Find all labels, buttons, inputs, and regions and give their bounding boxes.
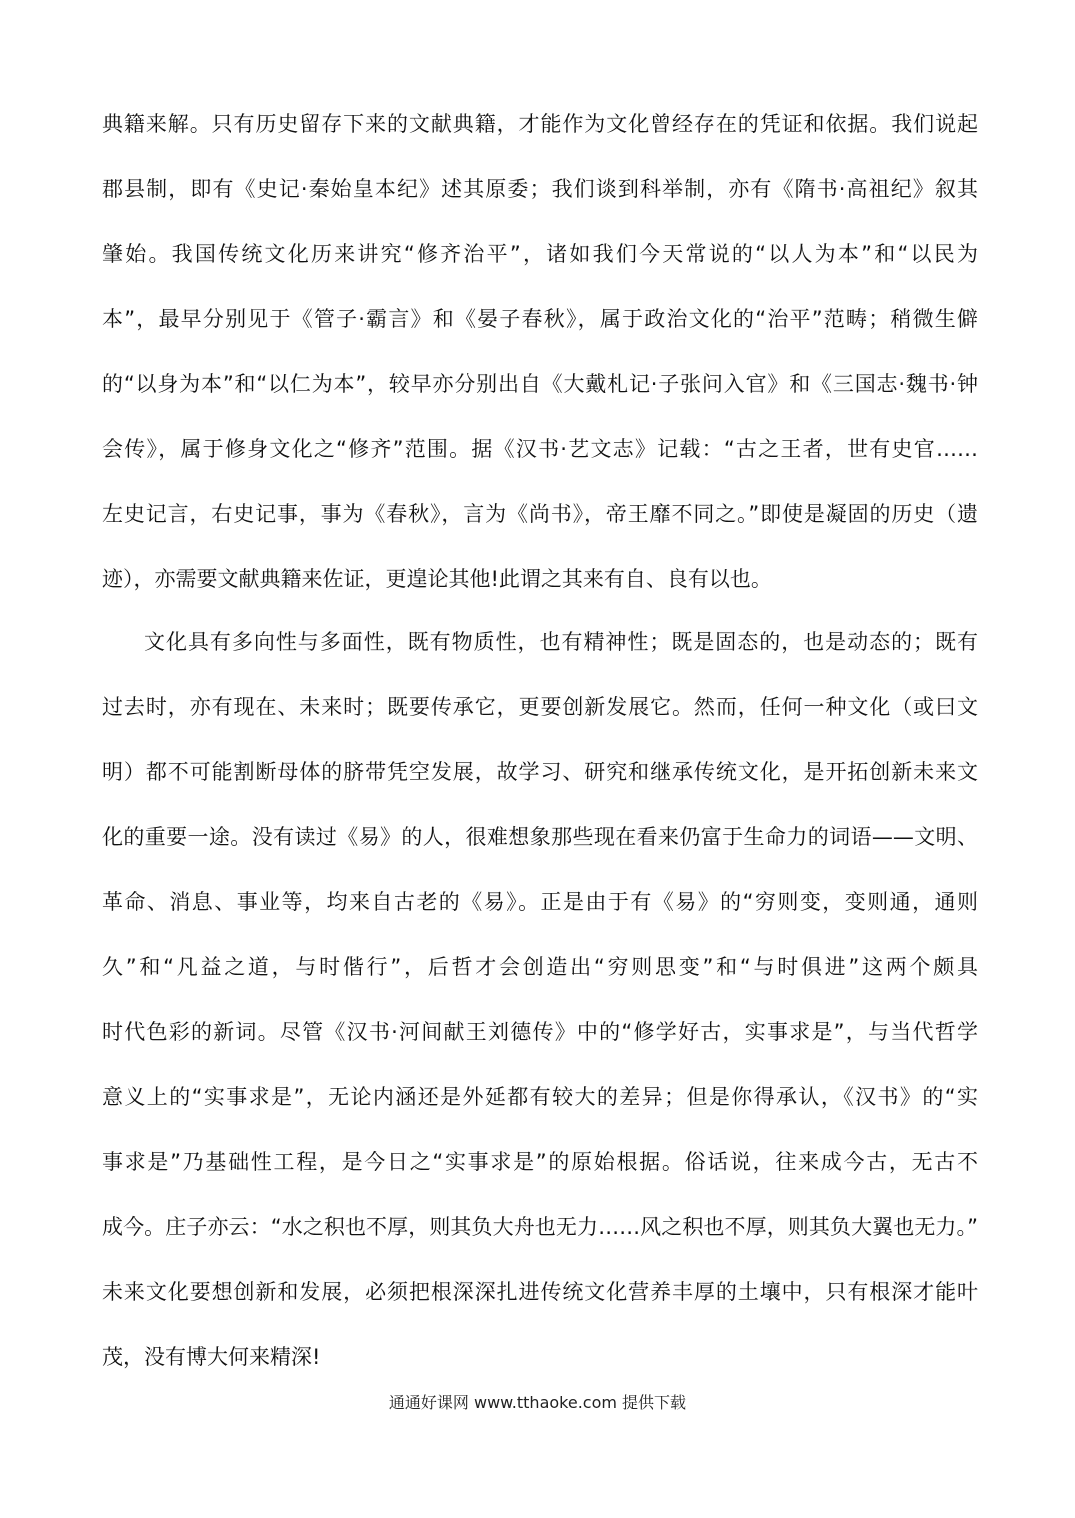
text-line: 的“以身为本”和“以仁为本”，较早亦分别出自《大戴札记·子张问入官》和《三国志·魏书·钟 [102, 372, 978, 396]
text-line: 茂，没有博大何来精深! [102, 1345, 321, 1369]
text-line: 未来文化要想创新和发展，必须把根深深扎进传统文化营养丰厚的土壤中，只有根深才能叶 [102, 1280, 978, 1304]
text-line: 会传》，属于修身文化之“修齐”范围。据《汉书·艺文志》记载：“古之王者，世有史官…… [102, 437, 978, 461]
text-line: 久”和“凡益之道，与时偕行”，后哲才会创造出“穷则思变”和“与时俱进”这两个颇具 [102, 955, 978, 979]
text-line: 左史记言，右史记事，事为《春秋》，言为《尚书》，帝王靡不同之。”即使是凝固的历史（遗 [102, 502, 978, 526]
text-line: 典籍来解。只有历史留存下来的文献典籍，才能作为文化曾经存在的凭证和依据。我们说起 [102, 112, 978, 136]
text-line: 肇始。我国传统文化历来讲究“修齐治平”，诸如我们今天常说的“以人为本”和“以民为 [102, 242, 978, 266]
text-line: 郡县制，即有《史记·秦始皇本纪》述其原委；我们谈到科举制，亦有《隋书·高祖纪》叙其 [102, 177, 978, 201]
page-footer: 通通好课网 www.tthaoke.com 提供下载 [388, 1393, 687, 1412]
text-line: 成今。庄子亦云：“水之积也不厚，则其负大舟也无力……风之积也不厚，则其负大翼也无力。” [102, 1215, 978, 1239]
text-line: 迹），亦需要文献典籍来佐证，更遑论其他!此谓之其来有自、良有以也。 [102, 567, 772, 591]
text-line: 明）都不可能割断母体的脐带凭空发展，故学习、研究和继承传统文化，是开拓创新未来文 [102, 760, 978, 784]
text-line: 意义上的“实事求是”，无论内涵还是外延都有较大的差异；但是你得承认，《汉书》的“实 [102, 1085, 978, 1109]
paragraph-1 [102, 92, 978, 612]
text-line: 过去时，亦有现在、未来时；既要传承它，更要创新发展它。然而，任何一种文化（或曰文 [102, 695, 978, 719]
text-line: 化的重要一途。没有读过《易》的人，很难想象那些现在看来仍富于生命力的词语——文明、 [102, 825, 978, 849]
text-line: 本”，最早分别见于《管子·霸言》和《晏子春秋》，属于政治文化的“治平”范畴；稍微生僻 [102, 307, 978, 331]
text-line: 文化具有多向性与多面性，既有物质性，也有精神性；既是固态的，也是动态的；既有 [144, 630, 978, 654]
paragraph-2 [102, 610, 978, 1390]
text-line: 革命、消息、事业等，均来自古老的《易》。正是由于有《易》的“穷则变，变则通，通则 [102, 890, 978, 914]
text-line: 时代色彩的新词。尽管《汉书·河间献王刘德传》中的“修学好古，实事求是”，与当代哲学 [102, 1020, 978, 1044]
text-line: 事求是”乃基础性工程，是今日之“实事求是”的原始根据。俗话说，往来成今古，无古不 [102, 1150, 978, 1174]
